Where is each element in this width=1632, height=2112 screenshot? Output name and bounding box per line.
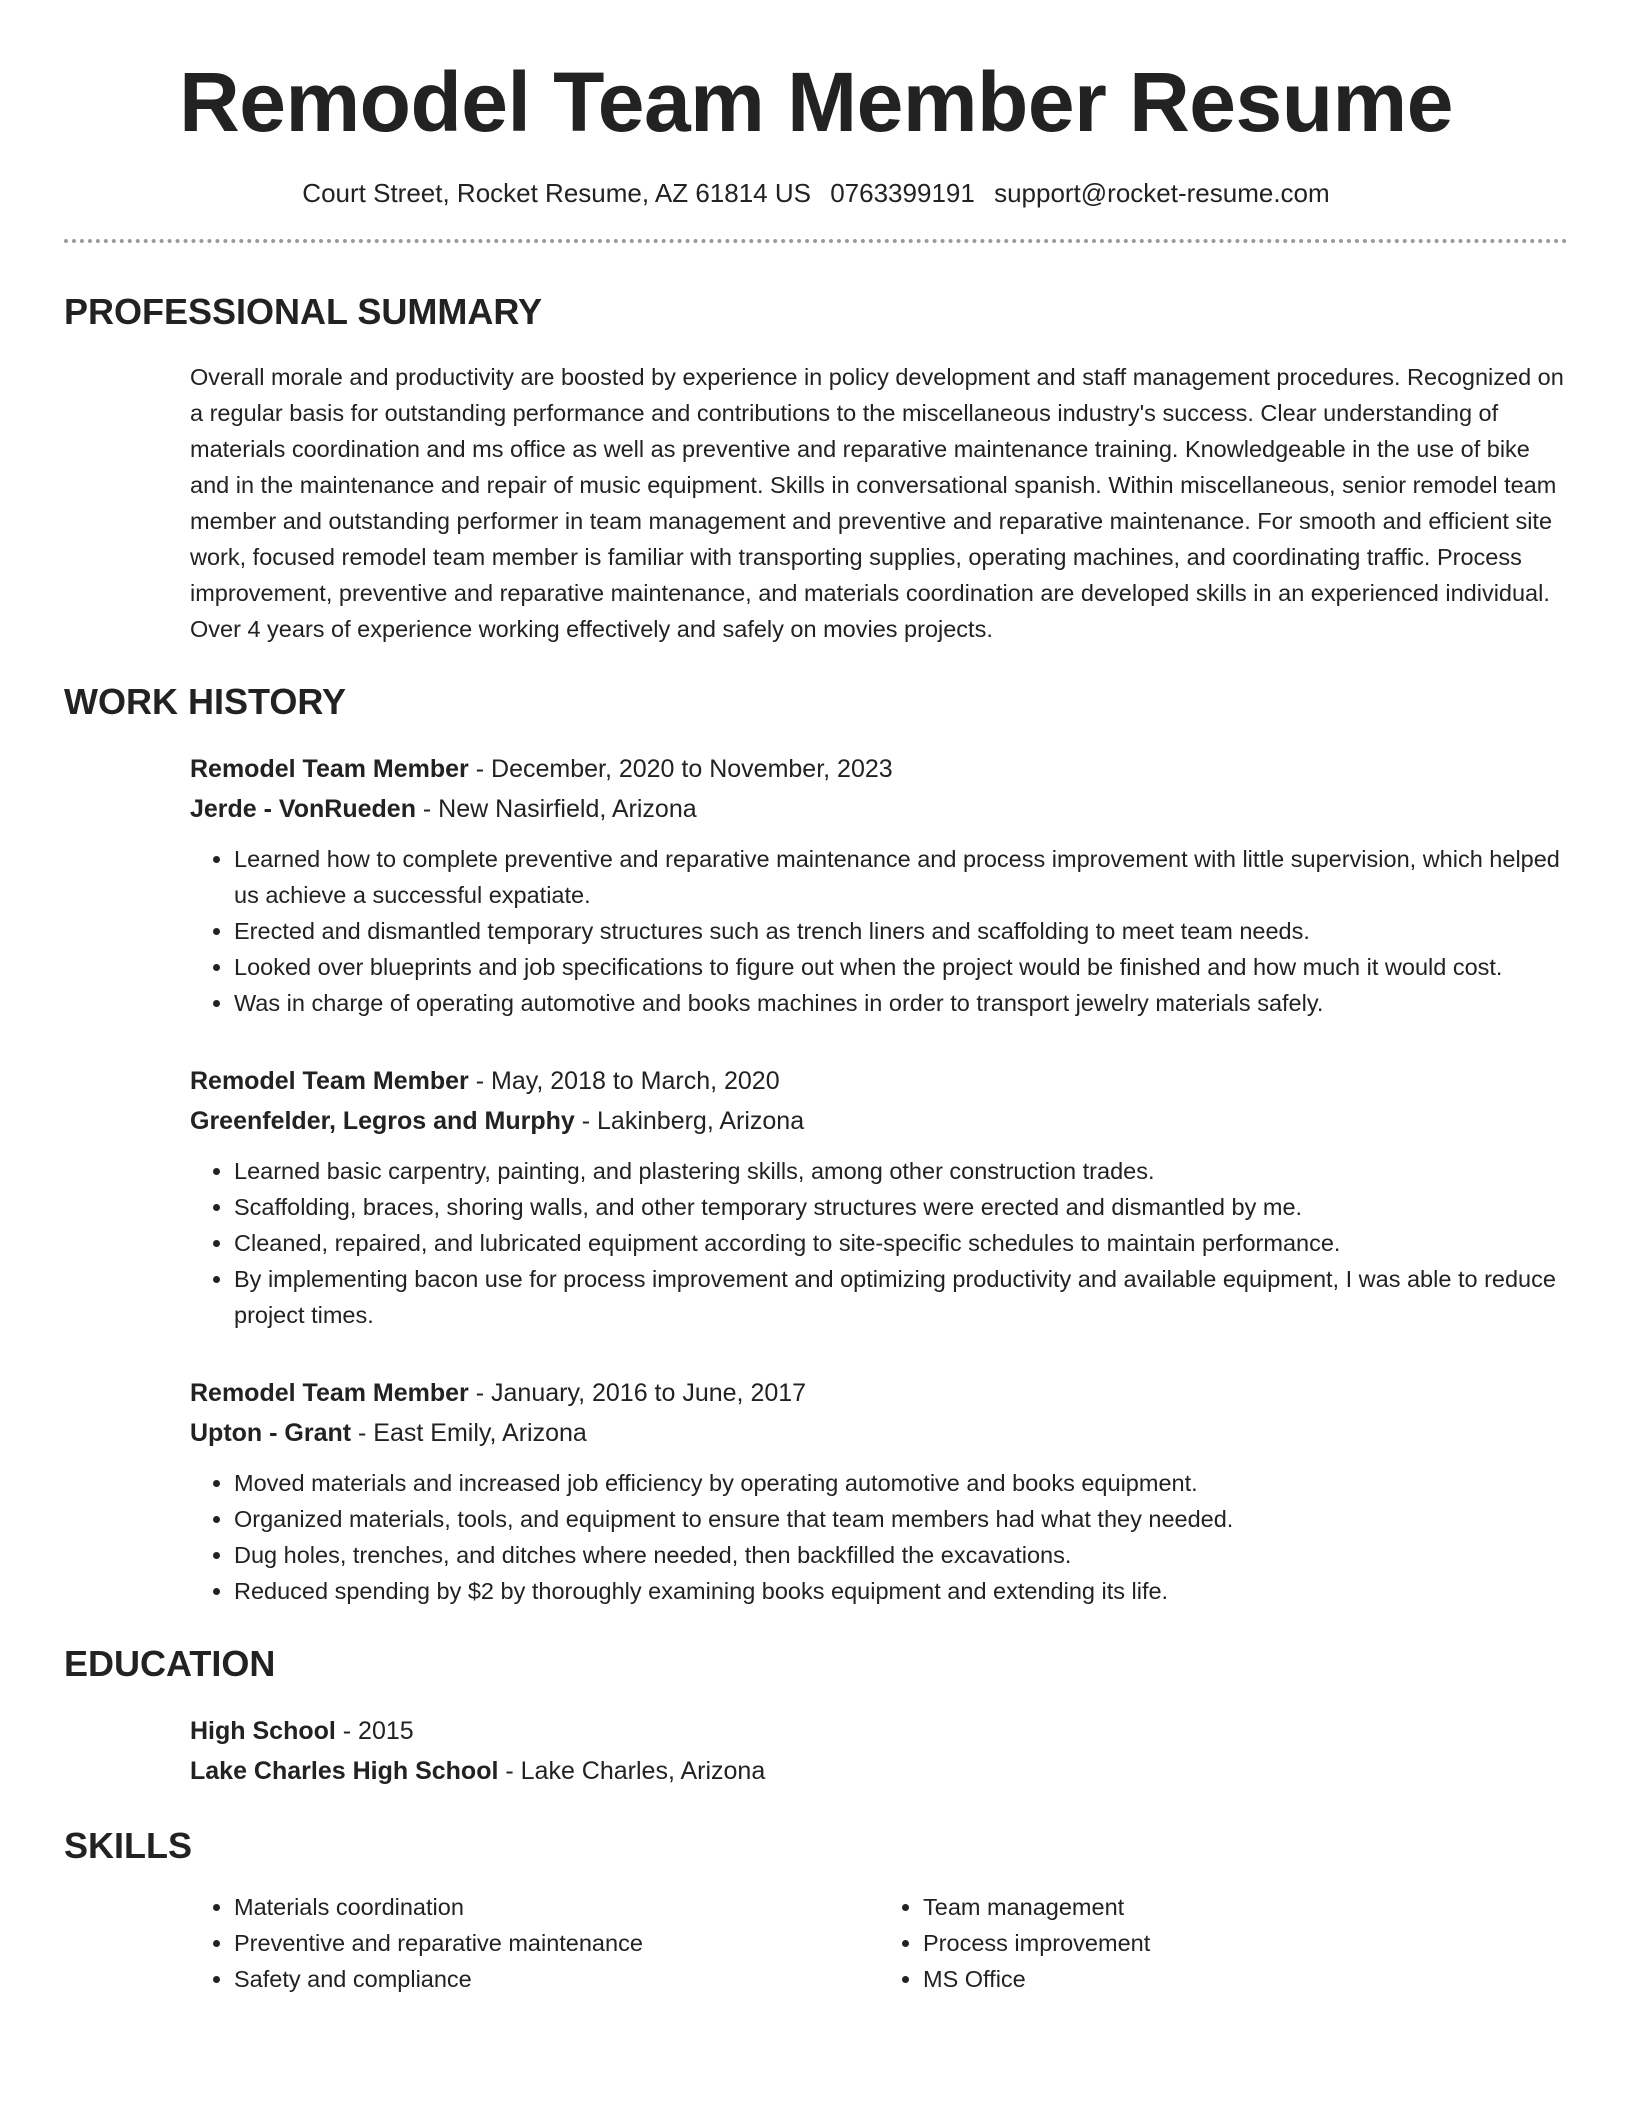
job-dates: - May, 2018 to March, 2020 [468,1067,780,1095]
summary-text: Overall morale and productivity are boosted by experience in policy development and staff management procedures. Recognized on a regular basis for outstanding performance and contributions to the miscellaneous industry's success. Clear understanding of materials coordination and ms office as well as preventive and reparative maintenance training. Knowledgeable in the use of bike and in the maintenance and repair of music equipment. Skills in conversational spanish. Within miscellaneous, senior remodel team member and outstanding performer in team management and preventive and reparative maintenance. For smooth and efficient site work, focused remodel team member is familiar with transporting supplies, operating machines, and coordinating traffic. Process improvement, preventive and reparative maintenance, and materials coordination are developed skills in an experienced individual. Over 4 years of experience working effectively and safely on movies projects. [190,364,1564,642]
list-item: • Moved materials and increased job efficiency by operating automotive and books equipment. [234,1465,1568,1501]
job-title: Remodel Team Member [190,1067,469,1095]
list-item: • Reduced spending by $2 by thoroughly examining books equipment and extending its life. [234,1573,1568,1609]
job-location: - New Nasirfield, Arizona [415,795,697,823]
education-degree-line [190,1711,1568,1751]
job-company-line [190,1101,1568,1141]
education-heading: EDUCATION [64,1643,276,1684]
resume-page [64,0,1568,1997]
summary-heading: PROFESSIONAL SUMMARY [64,291,543,332]
skill-item: • MS Office [923,1961,1568,1997]
job-company: Upton - Grant [190,1419,352,1447]
list-item: • By implementing bacon use for process improvement and optimizing productivity and available equipment, I was able to reduce project times. [234,1261,1568,1333]
list-item: • Cleaned, repaired, and lubricated equipment according to site-specific schedules to maintain performance. [234,1225,1568,1261]
job-entry [190,1373,1568,1609]
list-item: • Dug holes, trenches, and ditches where needed, then backfilled the excavations. [234,1537,1568,1573]
job-title: Remodel Team Member [190,1379,469,1407]
education-year: - 2015 [335,1717,414,1745]
skill-item: • Team management [923,1889,1568,1925]
education-location: - Lake Charles, Arizona [498,1757,766,1785]
list-item: • Learned basic carpentry, painting, and plastering skills, among other construction trades. [234,1153,1568,1189]
list-item: • Organized materials, tools, and equipment to ensure that team members had what they needed. [234,1501,1568,1537]
contact-line [64,178,1568,209]
skill-item: • Materials coordination [234,1889,879,1925]
contact-address: Court Street, Rocket Resume, AZ 61814 US [302,178,811,208]
skill-item: • Process improvement [923,1925,1568,1961]
education-entry [190,1711,1568,1791]
list-item: • Was in charge of operating automotive and books machines in order to transport jewelry materials safely. [234,985,1568,1021]
job-company-line [190,789,1568,829]
job-company: Greenfelder, Legros and Murphy [190,1107,575,1135]
list-item: • Looked over blueprints and job specifications to figure out when the project would be finished and how much it would cost. [234,949,1568,985]
skill-item: • Safety and compliance [234,1961,879,1997]
job-bullets [190,841,1568,1021]
job-location: - Lakinberg, Arizona [574,1107,805,1135]
job-title-line [190,1061,1568,1101]
education-school: Lake Charles High School [190,1757,499,1785]
skills-heading: SKILLS [64,1825,193,1866]
resume-title: Remodel Team Member Resume [179,55,1453,149]
list-item: • Erected and dismantled temporary structures such as trench liners and scaffolding to meet team needs. [234,913,1568,949]
header-divider [64,239,1568,243]
education-school-line [190,1751,1568,1791]
skills-column-right [879,1889,1568,1997]
skills-list [190,1889,1568,1997]
job-dates: - January, 2016 to June, 2017 [468,1379,807,1407]
contact-phone: 0763399191 [830,178,975,208]
job-entry [190,749,1568,1021]
job-company: Jerde - VonRueden [190,795,416,823]
job-title-line [190,1373,1568,1413]
job-dates: - December, 2020 to November, 2023 [468,755,893,783]
job-bullets [190,1465,1568,1609]
skill-item: • Preventive and reparative maintenance [234,1925,879,1961]
job-location: - East Emily, Arizona [351,1419,587,1447]
job-entry [190,1061,1568,1333]
work-history-heading: WORK HISTORY [64,681,347,722]
job-title-line [190,749,1568,789]
list-item: • Learned how to complete preventive and reparative maintenance and process improvement with little supervision, which helped us achieve a successful expatiate. [234,841,1568,913]
list-item: • Scaffolding, braces, shoring walls, and other temporary structures were erected and dismantled by me. [234,1189,1568,1225]
education-degree: High School [190,1717,336,1745]
job-company-line [190,1413,1568,1453]
job-title: Remodel Team Member [190,755,469,783]
job-bullets [190,1153,1568,1333]
skills-column-left [190,1889,879,1997]
contact-email: support@rocket-resume.com [994,178,1330,208]
